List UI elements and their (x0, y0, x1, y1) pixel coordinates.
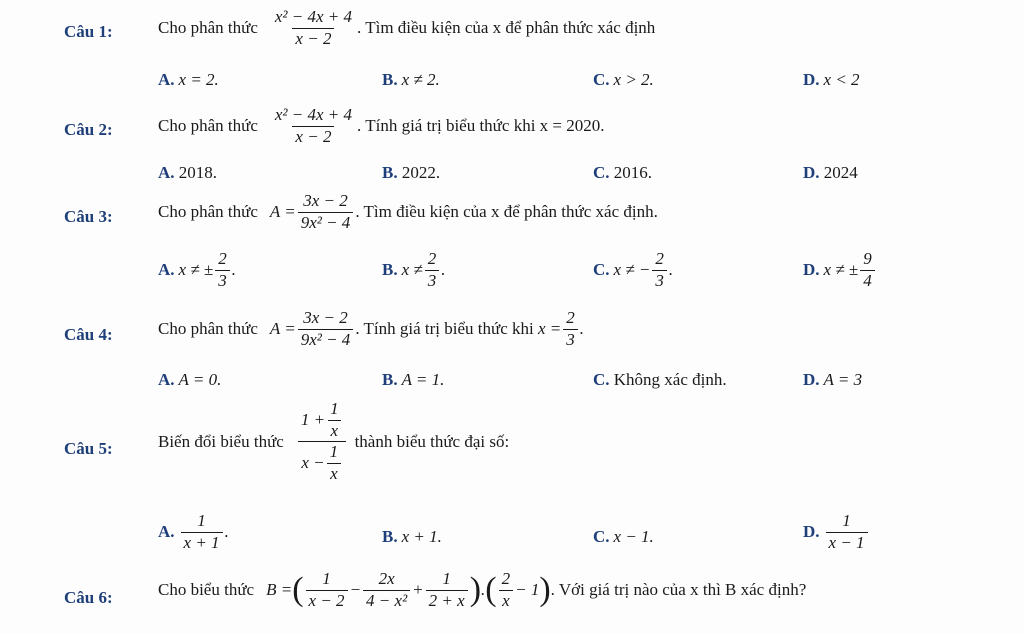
option-fraction (181, 512, 223, 552)
option-numerator: 1 (842, 511, 851, 530)
question-4-condition-fraction (563, 309, 578, 349)
option-denominator: x + 1 (181, 532, 223, 553)
option-letter: C. (593, 70, 610, 89)
question-1-tail: . Tìm điều kiện của x để phân thức xác định (357, 18, 656, 38)
option-letter: C. (593, 370, 610, 389)
term-4 (499, 570, 514, 610)
option-letter: B. (382, 527, 398, 546)
question-5-tail: thành biểu thức đại số: (354, 431, 510, 451)
q3-option-b[interactable] (382, 250, 445, 290)
option-letter: D. (803, 260, 820, 280)
question-2-numerator: x² − 4x + 4 (274, 105, 353, 124)
inner-fraction (327, 443, 342, 483)
question-3-intro: Cho phân thức (158, 202, 258, 222)
question-4-denominator: 9x² − 4 (298, 329, 354, 350)
question-4-tail: . Tính giá trị biểu thức khi (355, 319, 534, 339)
question-3-fraction (298, 192, 354, 232)
q1-option-d[interactable] (803, 70, 860, 90)
option-fraction (860, 250, 875, 290)
option-denominator: 3 (425, 270, 440, 291)
inner-denominator: x (327, 463, 341, 484)
option-text: 2016. (613, 163, 653, 182)
option-letter: B. (382, 370, 398, 389)
question-2-denominator: x − 2 (292, 126, 334, 147)
question-1-numerator: x² − 4x + 4 (274, 7, 353, 26)
term-4-suffix: − 1 (515, 580, 540, 600)
option-text: 2018. (178, 163, 218, 182)
q3-option-a[interactable] (158, 250, 236, 290)
option-text: x < 2 (823, 70, 860, 89)
option-letter: C. (593, 527, 610, 546)
operator-minus: − (349, 580, 362, 600)
option-letter: A. (158, 522, 175, 542)
option-text: x − 1. (613, 527, 654, 546)
question-1-text (158, 8, 655, 48)
inner-denominator: x (328, 420, 342, 441)
option-letter: B. (382, 260, 398, 280)
option-fraction (826, 512, 868, 552)
term-4-numerator: 2 (501, 569, 511, 588)
question-1-denominator: x − 2 (292, 28, 334, 49)
term-1-denominator: x − 2 (306, 590, 348, 611)
q1-option-a[interactable] (158, 70, 219, 90)
q4-option-d[interactable] (803, 370, 862, 390)
question-5-label: Câu 5: (64, 439, 113, 458)
option-numerator: 1 (197, 511, 206, 530)
right-paren: ) (539, 571, 551, 609)
option-denominator: 3 (215, 270, 230, 291)
question-6-lhs: B = (266, 580, 293, 600)
q2-option-a[interactable] (158, 163, 217, 183)
question-4-lhs: A = (269, 319, 296, 339)
question-2-label: Câu 2: (64, 120, 113, 139)
question-5-text (158, 400, 509, 484)
condition-numerator: 2 (566, 308, 575, 327)
term-4-denominator: x (499, 590, 513, 611)
question-4-text (158, 309, 584, 349)
option-suffix: . (441, 260, 446, 280)
option-text: A = 3 (823, 370, 863, 389)
option-letter: B. (382, 70, 398, 89)
option-letter: A. (158, 70, 175, 89)
operator-dot: . (481, 580, 486, 600)
question-1-fraction (272, 8, 355, 48)
compound-numerator-prefix: 1 + (300, 409, 326, 429)
inner-fraction (327, 400, 342, 440)
option-text: A = 0. (178, 370, 222, 389)
question-3-denominator: 9x² − 4 (298, 212, 354, 233)
option-text: 2024 (823, 163, 858, 182)
option-letter: C. (593, 260, 610, 280)
term-2-denominator: 4 − x² (363, 590, 410, 611)
option-text: x ≠ 2. (401, 70, 440, 89)
term-3-denominator: 2 + x (426, 590, 468, 611)
condition-denominator: 3 (563, 329, 578, 350)
term-2 (363, 570, 410, 610)
question-3-lhs: A = (269, 202, 296, 222)
question-4-label: Câu 4: (64, 325, 113, 344)
q5-option-d[interactable] (803, 512, 870, 552)
q1-option-b[interactable] (382, 70, 440, 90)
option-text: x > 2. (613, 70, 654, 89)
option-fraction (215, 250, 230, 290)
question-6-intro: Cho biểu thức (158, 580, 255, 600)
q5-option-c[interactable] (593, 527, 654, 547)
q3-option-c[interactable] (593, 250, 673, 290)
option-letter: D. (803, 522, 820, 542)
q4-option-c[interactable] (593, 370, 727, 390)
option-fraction (425, 250, 440, 290)
compound-denominator (298, 441, 346, 483)
term-1-numerator: 1 (322, 569, 331, 588)
question-6-tail: . Với giá trị nào của x thì B xác định? (550, 580, 807, 600)
term-1 (306, 570, 348, 610)
question-4-condition-suffix: . (579, 319, 584, 339)
question-6-label: Câu 6: (64, 588, 113, 607)
operator-plus: + (412, 580, 424, 600)
question-4-numerator: 3x − 2 (303, 308, 348, 327)
question-1-label: Câu 1: (64, 22, 113, 41)
option-letter: C. (593, 163, 610, 182)
option-denominator: x − 1 (826, 532, 868, 553)
question-2-intro: Cho phân thức (158, 116, 258, 136)
option-text: Không xác định. (613, 370, 727, 389)
q2-option-c[interactable] (593, 163, 652, 183)
q1-option-c[interactable] (593, 70, 654, 90)
option-fraction (652, 250, 667, 290)
option-numerator: 9 (863, 249, 872, 268)
option-suffix: . (668, 260, 674, 280)
question-2-tail: . Tính giá trị biểu thức khi x = 2020. (357, 116, 605, 136)
option-denominator: 3 (652, 270, 667, 291)
option-letter: D. (803, 163, 820, 182)
question-4-condition-prefix: x = (537, 319, 562, 339)
q4-option-a[interactable] (158, 370, 221, 390)
term-3-numerator: 1 (442, 569, 451, 588)
option-text: x + 1. (401, 527, 442, 546)
question-3-label: Câu 3: (64, 207, 113, 226)
option-suffix: . (224, 522, 229, 542)
right-paren: ) (469, 571, 482, 609)
option-suffix: . (231, 260, 236, 280)
question-2-fraction (272, 106, 355, 146)
option-letter: A. (158, 370, 175, 389)
option-letter: A. (158, 163, 175, 182)
q5-option-b[interactable] (382, 527, 442, 547)
left-paren: ( (292, 571, 304, 609)
option-prefix: x ≠ ± (823, 260, 859, 280)
option-denominator: 4 (860, 270, 875, 291)
compound-denominator-prefix: x − (301, 453, 325, 473)
q4-option-b[interactable] (382, 370, 444, 390)
question-4-intro: Cho phân thức (158, 319, 258, 339)
term-3 (426, 570, 468, 610)
question-3-text (158, 192, 658, 232)
option-letter: D. (803, 70, 820, 89)
question-5-intro: Biến đổi biểu thức (158, 431, 284, 451)
question-5-compound-fraction (298, 400, 347, 484)
option-letter: D. (803, 370, 820, 389)
option-numerator: 2 (218, 249, 227, 268)
question-1-intro: Cho phân thức (158, 18, 258, 38)
question-3-tail: . Tìm điều kiện của x để phân thức xác định. (355, 202, 658, 222)
q2-option-b[interactable] (382, 163, 440, 183)
q5-option-a[interactable] (158, 512, 229, 552)
option-prefix: x ≠ ± (178, 260, 214, 280)
q3-option-d[interactable] (803, 250, 877, 290)
option-text: x = 2. (178, 70, 219, 89)
option-letter: B. (382, 163, 398, 182)
q2-option-d[interactable] (803, 163, 858, 183)
question-4-fraction (298, 309, 354, 349)
option-text: 2022. (401, 163, 441, 182)
option-letter: A. (158, 260, 175, 280)
option-numerator: 2 (655, 249, 664, 268)
option-text: A = 1. (401, 370, 445, 389)
question-2-text (158, 106, 605, 146)
option-prefix: x ≠ − (613, 260, 651, 280)
inner-numerator: 1 (330, 399, 339, 418)
left-paren: ( (485, 571, 497, 609)
question-3-numerator: 3x − 2 (303, 191, 348, 210)
inner-numerator: 1 (329, 442, 339, 462)
compound-numerator (298, 400, 347, 441)
option-prefix: x ≠ (401, 260, 423, 280)
option-numerator: 2 (427, 249, 437, 268)
question-6-text (158, 570, 806, 610)
term-2-numerator: 2x (378, 569, 395, 588)
